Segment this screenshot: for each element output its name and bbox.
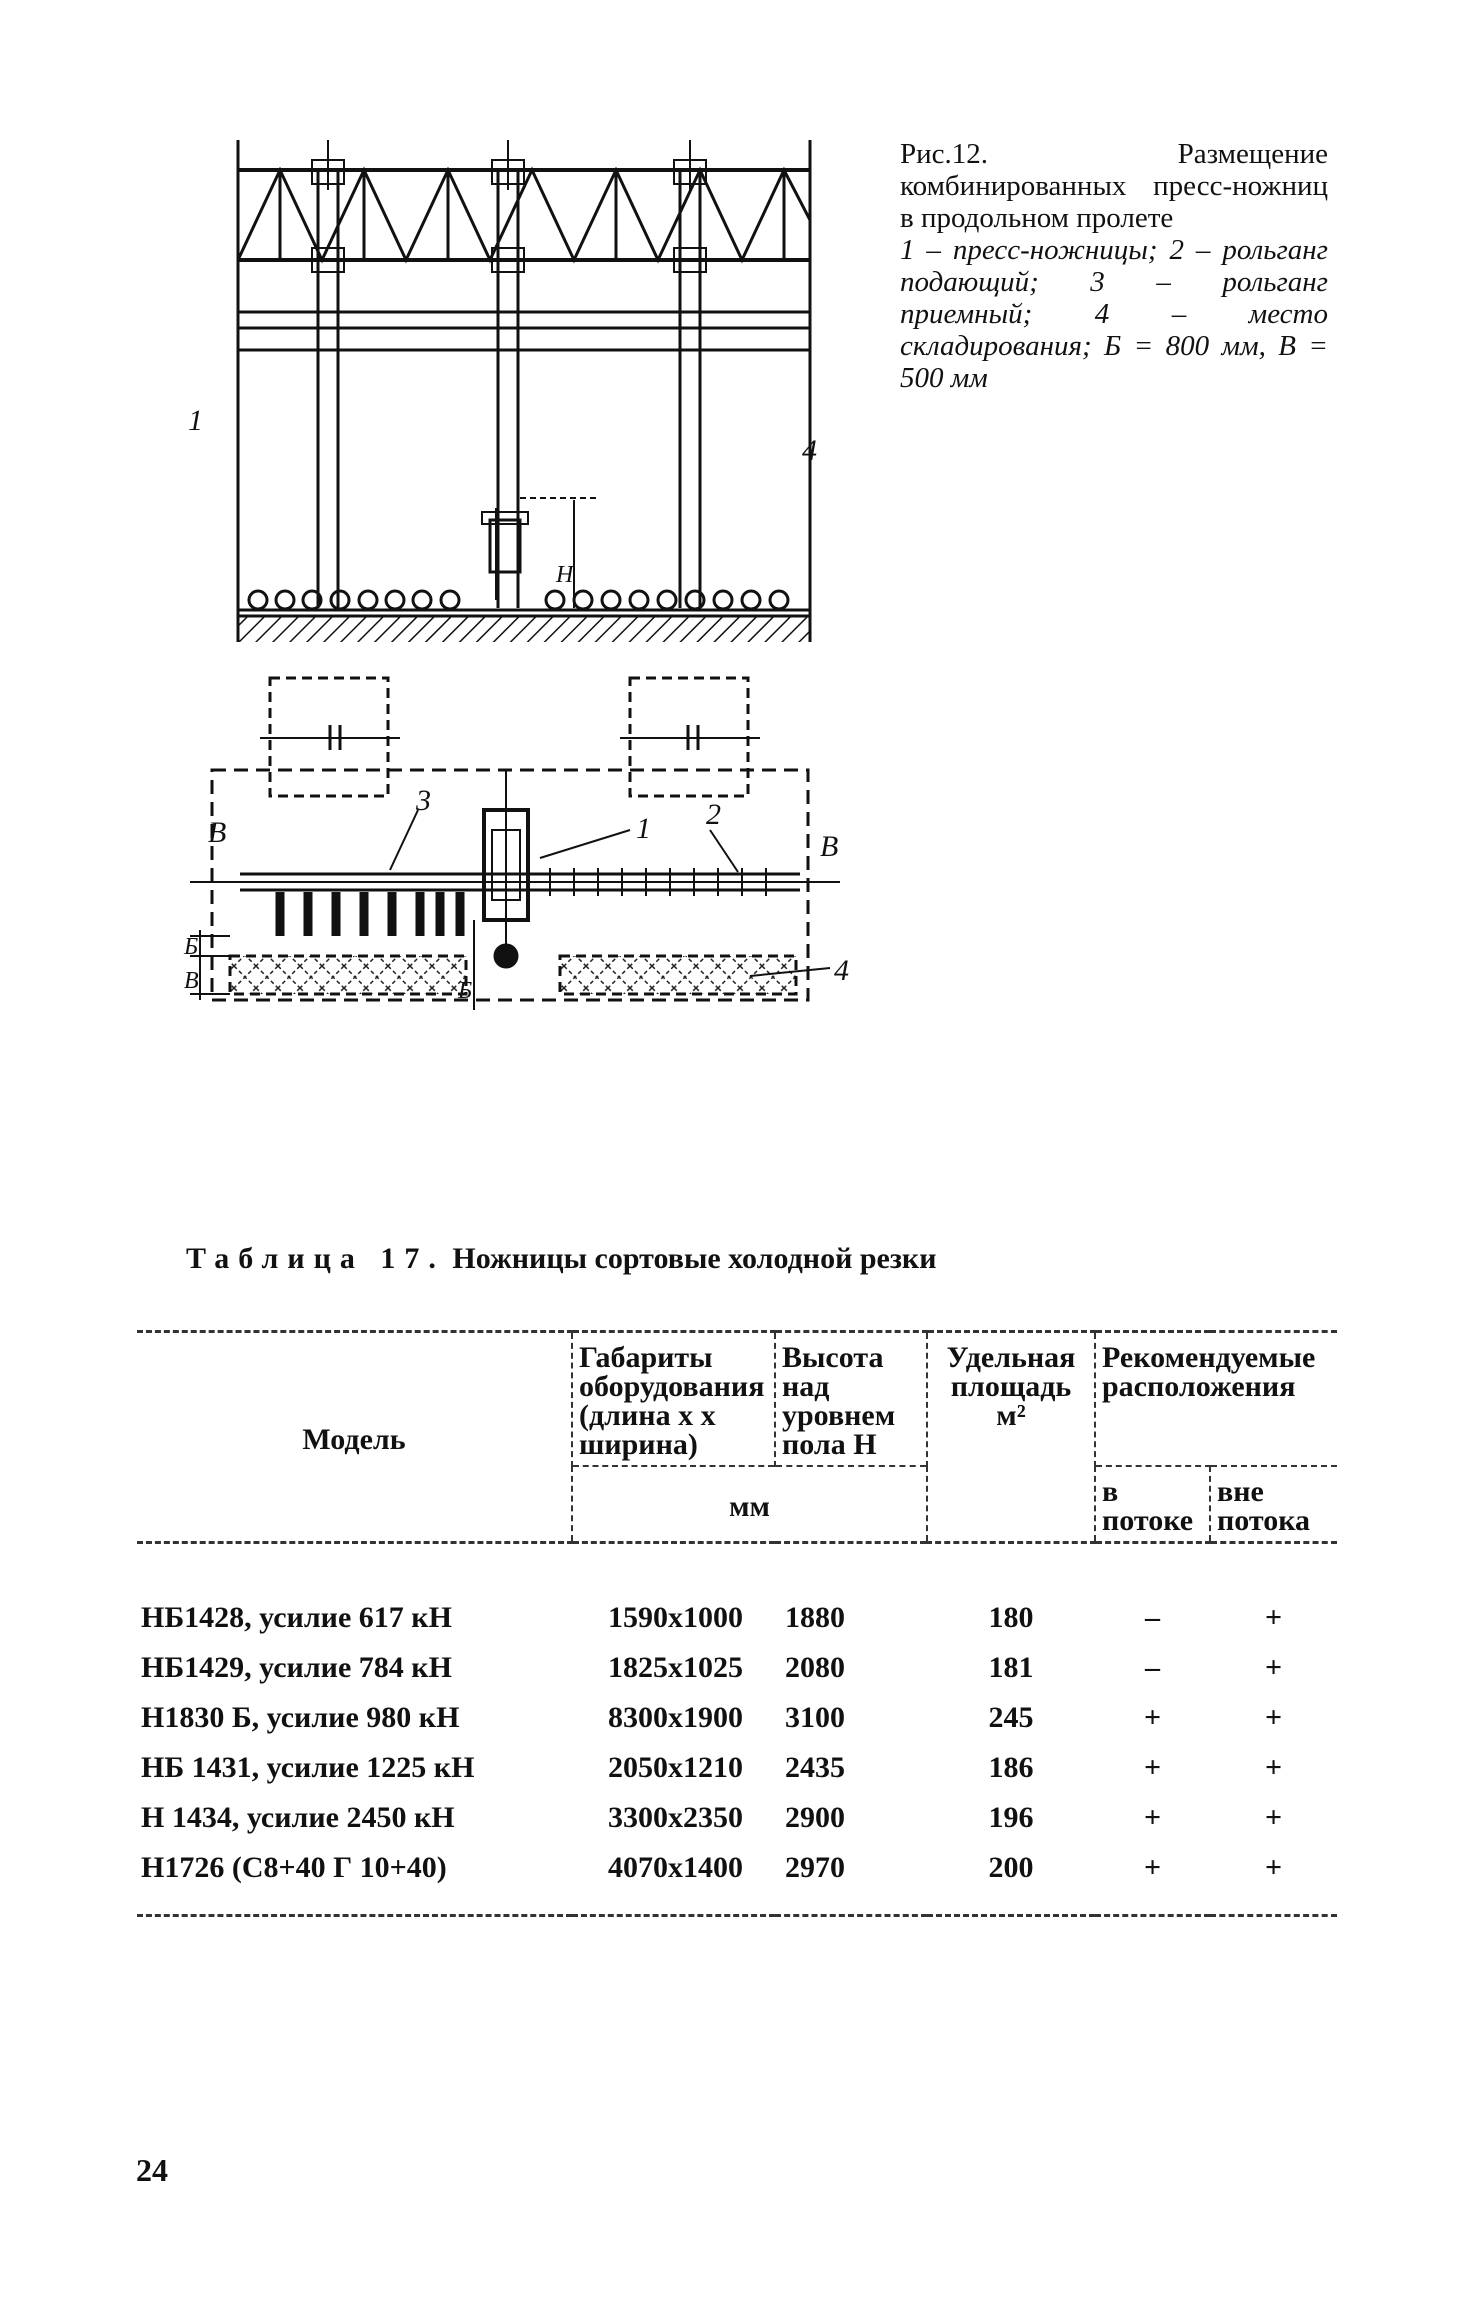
cell-model: Н1726 (С8+40 Г 10+40): [137, 1843, 572, 1916]
label-4: 4: [834, 954, 849, 987]
label-2: 2: [706, 798, 721, 831]
cell-in-flow: +: [1095, 1843, 1210, 1916]
cell-model: НБ1428, усилие 617 кН: [141, 1601, 452, 1634]
table-row: [137, 1643, 1337, 1693]
cell-dims: 4070х1400: [572, 1843, 775, 1916]
table-row: [137, 1693, 1337, 1743]
header-recommended: Рекомендуемые расположения: [1095, 1332, 1337, 1467]
label-b-left: В: [208, 816, 227, 849]
cell-out-flow: +: [1210, 1843, 1337, 1916]
cell-height: 1880: [785, 1601, 845, 1634]
table-row: [137, 1793, 1337, 1843]
cell-in-flow: +: [1143, 1751, 1162, 1784]
cell-area: 181: [988, 1651, 1034, 1684]
cell-area: 245: [988, 1701, 1034, 1734]
cell-model: НБ1429, усилие 784 кН: [141, 1651, 452, 1684]
header-dims: Габариты оборудования (длина х х ширина): [572, 1332, 775, 1467]
caption-title: Рис.12. Размещение комбинированных пресс-ножниц в продольном пролете: [900, 138, 1328, 234]
cell-area: 200: [927, 1843, 1095, 1916]
label-1: 1: [636, 812, 651, 845]
cell-out-flow: +: [1264, 1801, 1283, 1834]
table-row: [137, 1843, 1337, 1916]
page-number: 24: [136, 2152, 168, 2188]
cell-dims: 1590х1000: [608, 1601, 743, 1634]
cell-model: НБ 1431, усилие 1225 кН: [141, 1751, 475, 1784]
table-title: [186, 1242, 936, 1276]
cell-out-flow: +: [1264, 1651, 1283, 1684]
press-shears-layout-drawing: [184, 130, 870, 1030]
label-3: 3: [416, 784, 431, 817]
table-row: [137, 1543, 1337, 1644]
cell-area: 186: [988, 1751, 1034, 1784]
cell-height: 2970: [775, 1843, 927, 1916]
table-number: Таблица 17.: [186, 1242, 445, 1275]
label-h: Н: [556, 562, 574, 588]
elevation-view: [238, 140, 810, 642]
cell-model: Н 1434, усилие 2450 кН: [141, 1801, 455, 1834]
label-ve-dim: В: [184, 968, 199, 994]
header-area: Удельная площадь м²: [927, 1332, 1095, 1543]
header-height: Высота над уровнем пола Н: [775, 1332, 927, 1467]
label-b-right: В: [820, 830, 839, 863]
shears-spec-table: [137, 1330, 1337, 1917]
cell-out-flow: +: [1264, 1701, 1283, 1734]
label-4-elevation: 4: [802, 434, 817, 467]
cell-height: 3100: [785, 1701, 845, 1734]
label-be-center: Б: [458, 978, 473, 1004]
cell-in-flow: +: [1143, 1701, 1162, 1734]
cell-out-flow: +: [1264, 1751, 1283, 1784]
cell-dims: 8300х1900: [608, 1701, 743, 1734]
header-out-flow: вне потока: [1210, 1466, 1337, 1543]
cell-dims: 3300х2350: [608, 1801, 743, 1834]
cell-in-flow: –: [1145, 1651, 1160, 1684]
cell-dims: 1825х1025: [608, 1651, 743, 1684]
cell-in-flow: –: [1145, 1601, 1160, 1634]
label-be-dim: Б: [184, 934, 199, 960]
plan-view: [190, 678, 840, 1010]
cell-area: 180: [988, 1601, 1034, 1634]
cell-height: 2435: [785, 1751, 845, 1784]
cell-in-flow: +: [1143, 1801, 1162, 1834]
cell-area: 196: [988, 1801, 1034, 1834]
caption-legend: 1 – пресс-ножницы; 2 – рольганг подающий; 3 – рольганг приемный; 4 – место складирования; Б = 800 мм, В = 500 мм: [900, 234, 1328, 394]
header-model: Модель: [137, 1332, 572, 1543]
cell-out-flow: +: [1264, 1601, 1283, 1634]
table-row: [137, 1743, 1337, 1793]
figure-caption: [900, 138, 1328, 394]
table-title-text: Ножницы сортовые холодной резки: [452, 1242, 937, 1275]
cell-dims: 2050х1210: [608, 1751, 743, 1784]
header-in-flow: в потоке: [1095, 1466, 1210, 1543]
label-1-elevation: 1: [188, 404, 203, 437]
cell-height: 2080: [785, 1651, 845, 1684]
cell-model: Н1830 Б, усилие 980 кН: [141, 1701, 460, 1734]
header-unit-mm: мм: [572, 1466, 927, 1543]
cell-height: 2900: [785, 1801, 845, 1834]
